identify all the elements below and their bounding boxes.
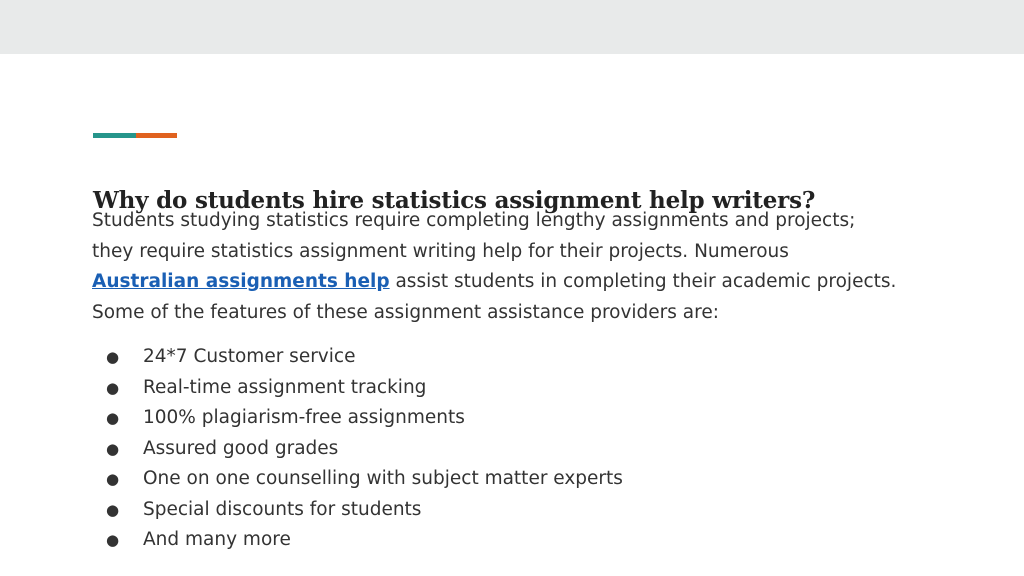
list-item-text: And many more bbox=[143, 529, 291, 550]
australian-assignments-help-link[interactable]: Australian assignments help bbox=[92, 271, 390, 292]
feature-list bbox=[92, 342, 623, 556]
body-paragraph bbox=[92, 206, 952, 328]
accent-bar-orange bbox=[136, 133, 177, 138]
list-item-text: Special discounts for students bbox=[143, 498, 422, 520]
paragraph-line-3 bbox=[92, 267, 952, 298]
list-item-text: Assured good grades bbox=[143, 437, 339, 459]
list-item bbox=[92, 403, 623, 434]
bullet-icon: ● bbox=[106, 500, 120, 519]
bullet-icon: ● bbox=[106, 348, 120, 366]
bullet-icon: ● bbox=[106, 378, 120, 397]
paragraph-line-4: Some of the features of these assignment assistance providers are: bbox=[92, 301, 719, 323]
paragraph-line-2: they require statistics assignment writing help for their projects. Numerous bbox=[92, 240, 789, 262]
paragraph-line-1: Students studying statistics require completing lengthy assignments and projects; bbox=[92, 210, 856, 231]
accent-bar-teal bbox=[93, 133, 136, 138]
top-band bbox=[0, 0, 1024, 54]
bullet-icon: ● bbox=[106, 470, 120, 488]
bullet-icon: ● bbox=[106, 439, 120, 458]
list-item-text: 100% plagiarism-free assignments bbox=[143, 407, 465, 428]
list-item bbox=[92, 525, 623, 556]
list-item-text: One on one counselling with subject matter experts bbox=[143, 468, 623, 489]
list-item bbox=[92, 495, 623, 526]
bullet-icon: ● bbox=[106, 409, 120, 427]
list-item bbox=[92, 464, 623, 495]
list-item bbox=[92, 342, 623, 373]
paragraph-line-3-rest: assist students in completing their academic projects. bbox=[389, 271, 897, 292]
list-item-text: 24*7 Customer service bbox=[143, 346, 356, 367]
list-item-text: Real-time assignment tracking bbox=[143, 376, 427, 398]
list-item bbox=[92, 434, 623, 465]
list-item bbox=[92, 373, 623, 404]
bullet-icon: ● bbox=[106, 531, 120, 549]
slide-title: Why do students hire statistics assignment help writers? bbox=[93, 187, 816, 214]
